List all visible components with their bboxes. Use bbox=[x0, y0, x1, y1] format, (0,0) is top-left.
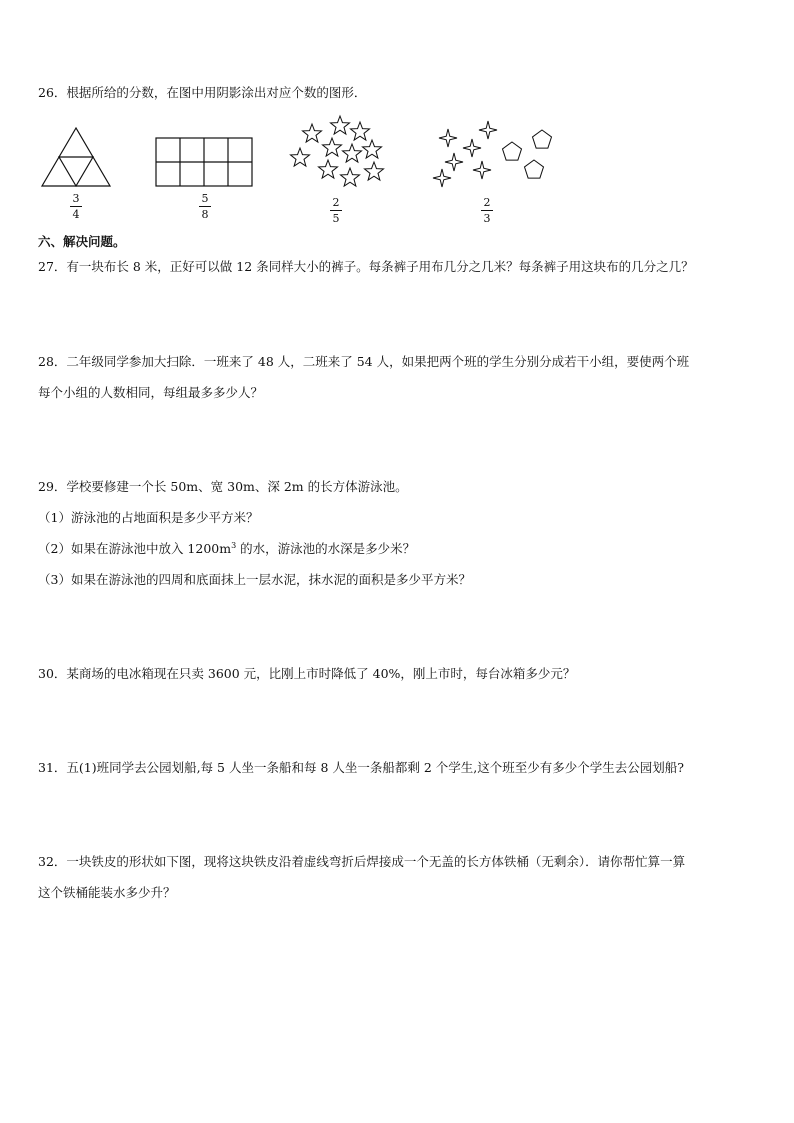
star-icon bbox=[330, 116, 349, 134]
denominator: 8 bbox=[201, 208, 209, 221]
fraction-2-5 bbox=[321, 197, 351, 225]
star-icon bbox=[364, 162, 383, 180]
rectangle-grid-figure bbox=[155, 137, 253, 187]
star-icon bbox=[342, 144, 361, 162]
star-icon bbox=[362, 140, 381, 158]
question-29-stem: 29．学校要修建一个长 50m、宽 30m、深 2m 的长方体游泳池。 bbox=[38, 479, 408, 494]
cubic-superscript: 3 bbox=[231, 540, 237, 550]
sparkle-icon bbox=[473, 161, 491, 179]
question-29-part-2 bbox=[38, 540, 415, 558]
numerator: 3 bbox=[72, 192, 80, 205]
fraction-2-3 bbox=[472, 197, 502, 225]
star-icon bbox=[290, 148, 309, 166]
question-26: 26．根据所给的分数，在图中用阴影涂出对应个数的图形． bbox=[38, 85, 367, 100]
sparkle-icon bbox=[439, 129, 457, 147]
fraction-5-8 bbox=[190, 193, 220, 221]
question-29-part-3: （3）如果在游泳池的四周和底面抹上一层水泥，抹水泥的面积是多少平方米？ bbox=[38, 572, 471, 587]
numerator: 2 bbox=[332, 196, 340, 209]
question-32-line-2: 这个铁桶能装水多少升？ bbox=[38, 885, 176, 900]
pentagon-icon bbox=[532, 130, 551, 148]
sparkle-icon bbox=[433, 169, 451, 187]
star-icon bbox=[322, 138, 341, 156]
question-29-part-1: （1）游泳池的占地面积是多少平方米？ bbox=[38, 510, 259, 525]
pentagon-icon bbox=[524, 160, 543, 178]
question-32-line-1: 32．一块铁皮的形状如下图，现将这块铁皮沿着虚线弯折后焊接成一个无盖的长方体铁桶（无剩余）．请你帮忙算一算 bbox=[38, 854, 686, 869]
star-icon bbox=[318, 160, 337, 178]
sparkles-pentagons-figure bbox=[432, 118, 556, 192]
stars-figure bbox=[288, 116, 388, 194]
star-icon bbox=[350, 122, 369, 140]
triangle-grid-figure bbox=[40, 126, 112, 188]
star-icon bbox=[340, 168, 359, 186]
numerator: 2 bbox=[483, 196, 491, 209]
denominator: 5 bbox=[332, 212, 340, 225]
question-28-line-2: 每个小组的人数相同，每组最多多少人？ bbox=[38, 385, 264, 400]
numerator: 5 bbox=[201, 192, 209, 205]
question-31: 31．五(1)班同学去公园划船,每 5 人坐一条船和每 8 人坐一条船都剩 2 个学生,这个班至少有多少个学生去公园划船? bbox=[38, 760, 684, 775]
question-28-line-1: 28．二年级同学参加大扫除．一班来了 48 人，二班来了 54 人，如果把两个班的学生分别分成若干小组，要使两个班 bbox=[38, 354, 690, 369]
inner-triangle bbox=[59, 157, 93, 186]
denominator: 4 bbox=[72, 208, 80, 221]
question-27: 27．有一块布长 8 米，正好可以做 12 条同样大小的裤子。每条裤子用布几分之几米？每条裤子用这块布的几分之几？ bbox=[38, 259, 694, 274]
sparkle-icon bbox=[445, 153, 463, 171]
sparkle-icon bbox=[479, 121, 497, 139]
denominator: 3 bbox=[483, 212, 491, 225]
star-icon bbox=[302, 124, 321, 142]
part-2-text-a: （2）如果在游泳池中放入 1200m bbox=[38, 541, 232, 556]
question-30: 30．某商场的电冰箱现在只卖 3600 元，比刚上市时降低了 40%，刚上市时，每台冰箱多少元？ bbox=[38, 666, 576, 681]
part-2-text-b: 的水，游泳池的水深是多少米？ bbox=[236, 541, 416, 556]
fraction-3-4 bbox=[61, 193, 91, 221]
section-heading: 六、解决问题。 bbox=[38, 234, 126, 249]
sparkle-icon bbox=[463, 139, 481, 157]
pentagon-icon bbox=[502, 142, 521, 160]
